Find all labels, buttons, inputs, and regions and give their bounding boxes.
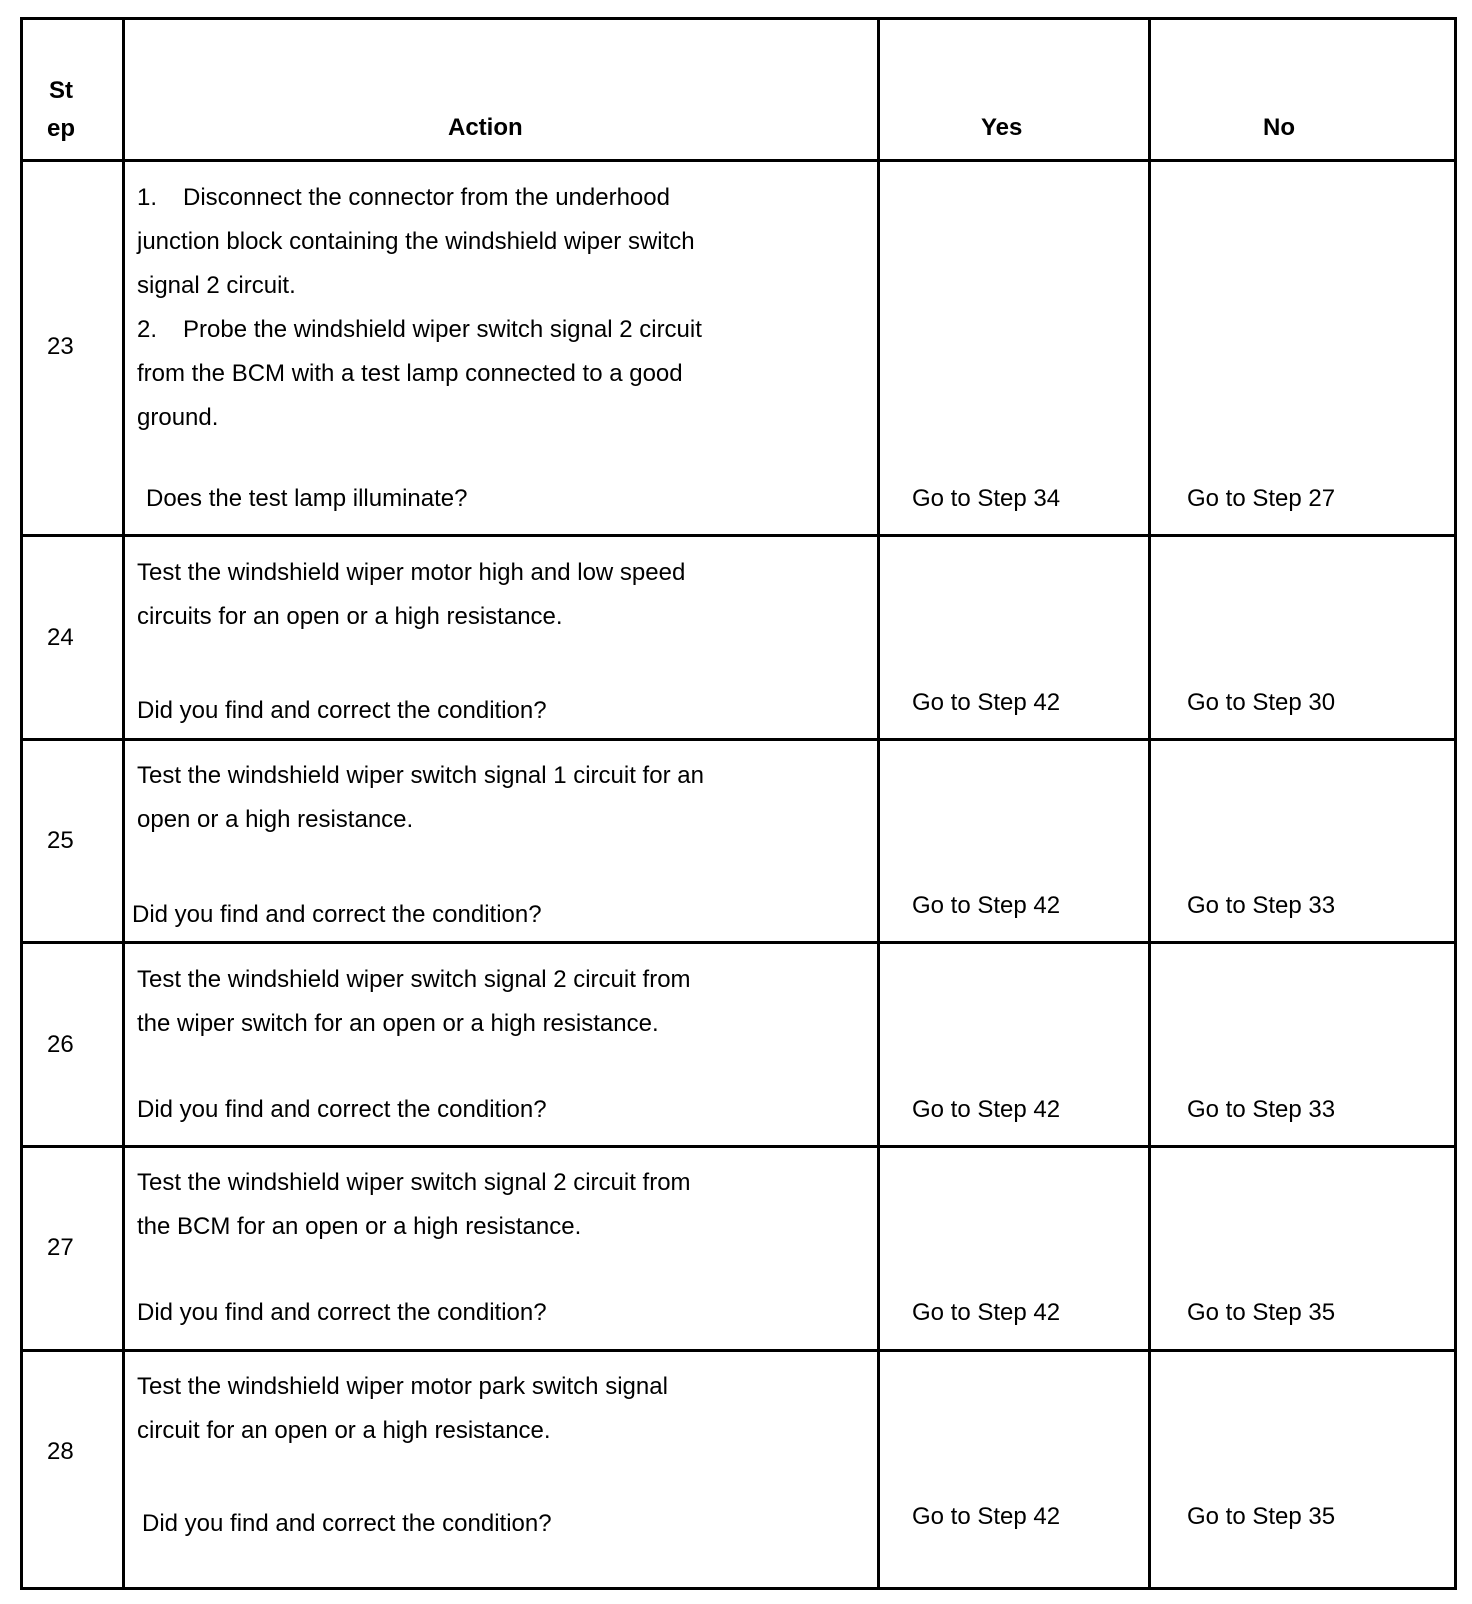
list-number: 2. <box>137 316 158 343</box>
action-line-text: Test the windshield wiper switch signal 1 circuit for an <box>137 762 704 789</box>
header-step-line1: St <box>49 77 73 104</box>
yes-result: Go to Step 42 <box>912 1096 1061 1123</box>
action-line-text: Test the windshield wiper motor high and low speed <box>137 559 686 586</box>
action-line-text: open or a high resistance. <box>137 806 414 833</box>
action-line-text: Test the windshield wiper motor park switch signal <box>137 1373 668 1400</box>
no-result: Go to Step 35 <box>1187 1299 1336 1326</box>
action-line <box>137 754 704 798</box>
action-text <box>137 176 702 440</box>
no-result: Go to Step 33 <box>1187 1096 1336 1123</box>
row-divider <box>23 941 1454 944</box>
header-action: Action <box>448 114 523 141</box>
yes-result: Go to Step 42 <box>912 892 1061 919</box>
action-line-text: Disconnect the connector from the underhood <box>183 184 670 211</box>
step-number: 28 <box>47 1438 74 1465</box>
no-result: Go to Step 30 <box>1187 689 1336 716</box>
action-line <box>137 1161 691 1205</box>
header-yes: Yes <box>981 114 1023 141</box>
list-number: 1. <box>137 184 158 211</box>
yes-result: Go to Step 42 <box>912 689 1061 716</box>
action-line-text: signal 2 circuit. <box>137 272 296 299</box>
row-divider <box>23 1349 1454 1352</box>
step-number: 23 <box>47 333 74 360</box>
row-divider <box>23 159 1454 162</box>
action-question: Did you find and correct the condition? <box>137 697 547 724</box>
action-line <box>137 308 702 352</box>
action-line <box>137 1002 691 1046</box>
action-line-text: circuits for an open or a high resistance. <box>137 603 563 630</box>
yes-result: Go to Step 42 <box>912 1299 1061 1326</box>
action-line-text: Test the windshield wiper switch signal 2 circuit from <box>137 966 691 993</box>
no-result: Go to Step 35 <box>1187 1503 1336 1530</box>
action-line-text: the wiper switch for an open or a high resistance. <box>137 1010 659 1037</box>
action-question: Does the test lamp illuminate? <box>146 485 468 512</box>
action-line-text: ground. <box>137 404 219 431</box>
action-text <box>137 1365 668 1453</box>
action-line <box>137 551 685 595</box>
action-line <box>137 1205 691 1249</box>
action-line-text: circuit for an open or a high resistance. <box>137 1417 551 1444</box>
row-divider <box>23 738 1454 741</box>
action-text <box>137 754 704 842</box>
action-line <box>137 595 685 639</box>
header-no: No <box>1263 114 1295 141</box>
yes-result: Go to Step 34 <box>912 485 1061 512</box>
action-line-text: junction block containing the windshield wiper switch <box>137 228 695 255</box>
action-text <box>137 958 691 1046</box>
action-text <box>137 1161 691 1249</box>
action-line-text: from the BCM with a test lamp connected to a good <box>137 360 683 387</box>
no-result: Go to Step 33 <box>1187 892 1336 919</box>
action-question: Did you find and correct the condition? <box>137 1299 547 1326</box>
no-result: Go to Step 27 <box>1187 485 1336 512</box>
step-number: 24 <box>47 624 74 651</box>
action-line-text: Probe the windshield wiper switch signal 2 circuit <box>183 316 702 343</box>
action-line <box>137 176 702 220</box>
action-line <box>137 264 702 308</box>
row-divider <box>23 534 1454 537</box>
action-question: Did you find and correct the condition? <box>137 1096 547 1123</box>
action-line <box>137 396 702 440</box>
action-line <box>137 1365 668 1409</box>
step-number: 25 <box>47 827 74 854</box>
action-question: Did you find and correct the condition? <box>142 1510 552 1537</box>
action-text <box>137 551 685 639</box>
action-line-text: Test the windshield wiper switch signal 2 circuit from <box>137 1169 691 1196</box>
action-question: Did you find and correct the condition? <box>132 901 542 928</box>
action-line <box>137 352 702 396</box>
action-line <box>137 220 702 264</box>
step-number: 26 <box>47 1031 74 1058</box>
action-line <box>137 798 704 842</box>
action-line <box>137 1409 668 1453</box>
row-divider <box>23 1145 1454 1148</box>
action-line <box>137 958 691 1002</box>
header-step-line2: ep <box>47 115 76 142</box>
yes-result: Go to Step 42 <box>912 1503 1061 1530</box>
action-line-text: the BCM for an open or a high resistance. <box>137 1213 582 1240</box>
step-number: 27 <box>47 1234 74 1261</box>
